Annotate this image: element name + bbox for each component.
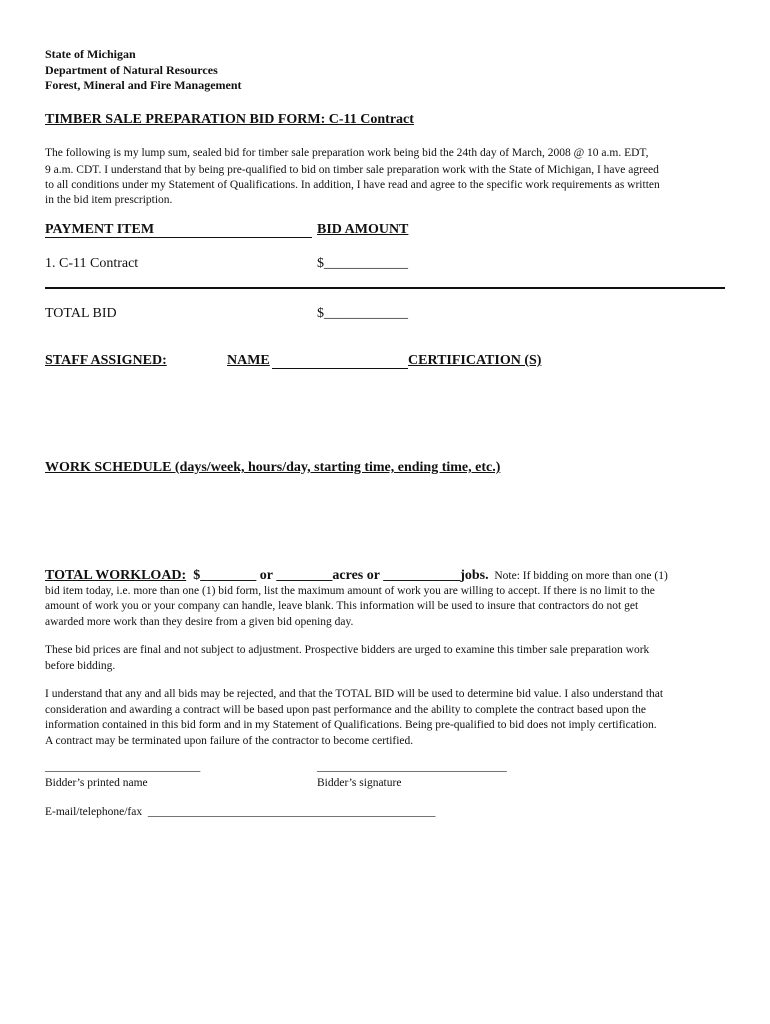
staff-name-underline [272, 368, 408, 369]
bid-amount-header: BID AMOUNT [317, 222, 409, 237]
payment-item-header: PAYMENT ITEM [45, 222, 155, 237]
workload-acres-jobs-field[interactable]: ________acres or ___________jobs. [276, 568, 489, 583]
workload-note-line-3: amount of work you or your company can handle, leave blank. This information will be used to insure that contractors do not get [45, 600, 639, 612]
final-line-1: These bid prices are final and not subject to adjustment. Prospective bidders are urged to examine this timber sale preparation work [45, 644, 650, 656]
intro-line-4: in the bid item prescription. [45, 194, 173, 206]
workload-or: or [259, 568, 273, 583]
understand-line-3: information contained in this bid form and in my Statement of Qualifications. Being pre-qualified to bid does not imply certification. [45, 719, 657, 731]
contact-field[interactable]: __________________________________________________ [147, 806, 436, 818]
printed-name-label: Bidder’s printed name [45, 777, 148, 789]
total-bid-label: TOTAL BID [45, 306, 117, 321]
contact-line [45, 806, 435, 818]
intro-line-2: 9 a.m. CDT. I understand that by being pre-qualified to bid on timber sale preparation work with the State of Michigan, I have agreed [45, 164, 659, 176]
printed-name-field[interactable]: ___________________________ [45, 761, 201, 773]
contact-label: E-mail/telephone/fax [45, 806, 143, 818]
signature-label: Bidder’s signature [317, 777, 402, 789]
workload-note-start: Note: If bidding on more than one (1) [494, 570, 668, 582]
workload-dollar-field[interactable]: $________ [193, 568, 257, 583]
staff-assigned-label: STAFF ASSIGNED: [45, 353, 167, 368]
total-workload-line [45, 566, 668, 584]
intro-line-3: to all conditions under my Statement of Qualifications. In addition, I have read and agree to the specific work requirements as written [45, 179, 660, 191]
staff-name-header: NAME [227, 353, 270, 368]
workload-note-line-4: awarded more work than they desire from a given bid opening day. [45, 616, 354, 628]
payment-item-underline [45, 237, 312, 238]
workload-note-line-2: bid item today, i.e. more than one (1) bid form, list the maximum amount of work you are willing to accept. If there is no limit to the [45, 585, 655, 597]
understand-line-4: A contract may be terminated upon failure of the contractor to become certified. [45, 735, 414, 747]
certification-header: CERTIFICATION (S) [408, 353, 542, 368]
total-bid-amount-field[interactable]: $____________ [317, 306, 408, 321]
agency-department: Department of Natural Resources [45, 62, 218, 77]
item-1-amount-field[interactable]: $____________ [317, 256, 408, 271]
item-1-label: 1. C-11 Contract [45, 256, 139, 271]
agency-state: State of Michigan [45, 47, 136, 61]
total-workload-label: TOTAL WORKLOAD: [45, 568, 187, 583]
form-title: TIMBER SALE PREPARATION BID FORM: C-11 Contract [45, 112, 414, 127]
understand-line-2: consideration and awarding a contract will be based upon past performance and the ability to complete the contract based upon the [45, 704, 646, 716]
final-line-2: before bidding. [45, 660, 116, 672]
table-divider [45, 287, 725, 289]
agency-division: Forest, Mineral and Fire Management [45, 78, 242, 92]
understand-line-1: I understand that any and all bids may be rejected, and that the TOTAL BID will be used to determine bid value. I also understand that [45, 688, 664, 700]
signature-field[interactable]: _________________________________ [317, 761, 507, 773]
work-schedule-heading: WORK SCHEDULE (days/week, hours/day, starting time, ending time, etc.) [45, 460, 501, 475]
intro-line-1: The following is my lump sum, sealed bid for timber sale preparation work being bid the 24th day of March, 2008 @ 10 a.m. EDT, [45, 147, 649, 159]
